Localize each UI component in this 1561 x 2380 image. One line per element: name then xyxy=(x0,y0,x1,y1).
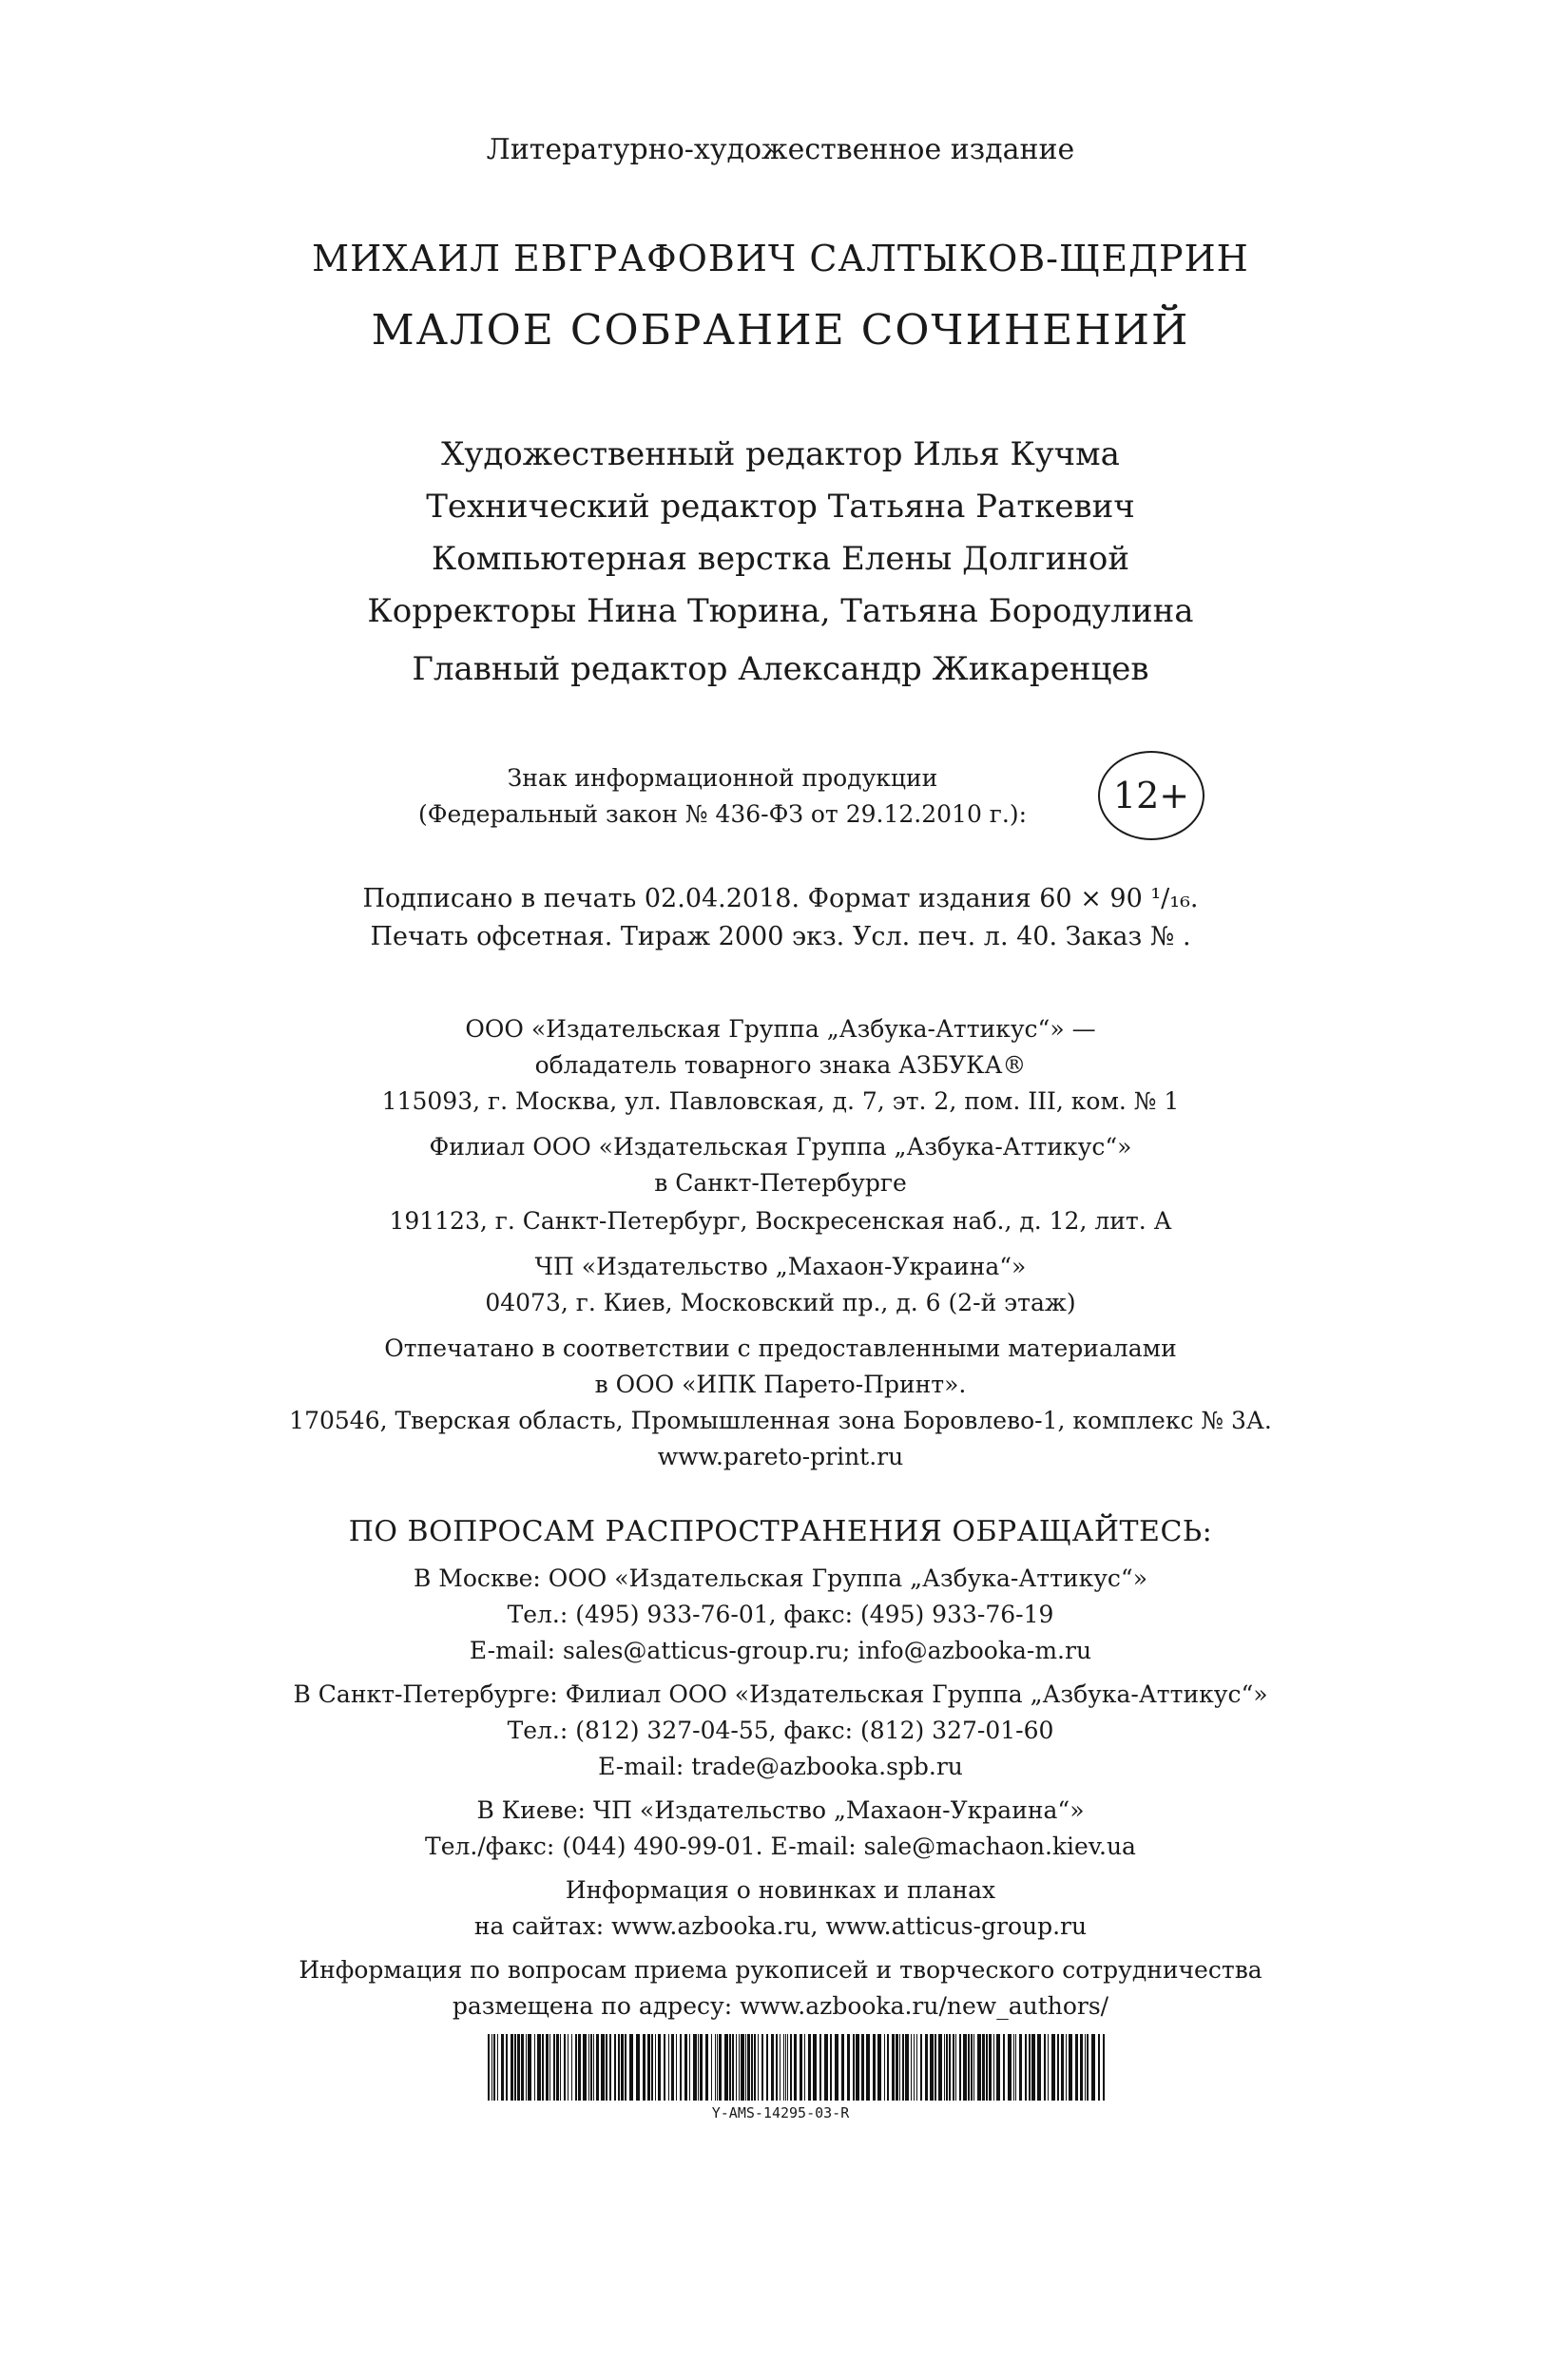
staff-chief-editor: Главный редактор Александр Жикаренцев xyxy=(412,650,1149,688)
publisher-line: www.pareto-print.ru xyxy=(657,1443,904,1470)
staff-tech-editor: Технический редактор Татьяна Раткевич xyxy=(426,488,1135,526)
distribution-line: Информация по вопросам приема рукописей и творческого сотрудничества xyxy=(299,1956,1262,1984)
info-sign-line2: (Федеральный закон № 436-ФЗ от 29.12.2010 г.): xyxy=(417,800,1028,828)
distribution-line: Тел./факс: (044) 490-99-01. E-mail: sale@machaon.kiev.ua xyxy=(425,1833,1136,1860)
barcode-text: Y-AMS-14295-03-R xyxy=(711,2104,850,2121)
genre-label: Литературно-художественное издание xyxy=(486,133,1075,166)
age-rating-value: 12+ xyxy=(1112,775,1190,816)
distribution-line: размещена по адресу: www.azbooka.ru/new_authors/ xyxy=(452,1992,1109,2020)
publisher-line: 170546, Тверская область, Промышленная зона Боровлево-1, комплекс № 3А. xyxy=(289,1407,1272,1434)
publisher-line: ЧП «Издательство „Махаон-Украина“» xyxy=(534,1253,1027,1280)
age-rating-badge xyxy=(1098,751,1204,840)
staff-art-editor: Художественный редактор Илья Кучма xyxy=(441,435,1120,473)
distribution-line: на сайтах: www.azbooka.ru, www.atticus-group.ru xyxy=(473,1912,1088,1940)
barcode xyxy=(488,2034,1106,2101)
publisher-line: обладатель товарного знака АЗБУКА® xyxy=(534,1051,1027,1079)
distribution-line: В Киеве: ЧП «Издательство „Махаон-Украина“» xyxy=(476,1796,1085,1824)
publisher-line: в Санкт-Петербурге xyxy=(654,1169,907,1197)
publisher-line: в ООО «ИПК Парето-Принт». xyxy=(594,1371,967,1398)
publisher-line: 115093, г. Москва, ул. Павловская, д. 7, эт. 2, пом. III, ком. № 1 xyxy=(381,1087,1180,1115)
publisher-line: ООО «Издательская Группа „Азбука-Аттикус“» — xyxy=(465,1015,1096,1043)
distribution-line: Тел.: (495) 933-76-01, факс: (495) 933-76-19 xyxy=(507,1601,1054,1628)
distribution-line: Информация о новинках и планах xyxy=(565,1876,996,1904)
publisher-line: Филиал ООО «Издательская Группа „Азбука-Аттикус“» xyxy=(429,1133,1132,1161)
publisher-line: Отпечатано в соответствии с предоставленными материалами xyxy=(384,1334,1177,1362)
book-title: МАЛОЕ СОБРАНИЕ СОЧИНЕНИЙ xyxy=(371,306,1190,355)
distribution-line: E-mail: sales@atticus-group.ru; info@azbooka-m.ru xyxy=(469,1637,1092,1664)
publisher-line: 191123, г. Санкт-Петербург, Воскресенская наб., д. 12, лит. А xyxy=(389,1207,1172,1235)
info-sign-line1: Знак информационной продукции xyxy=(507,764,938,792)
staff-layout: Компьютерная верстка Елены Долгиной xyxy=(431,540,1130,578)
distribution-line: Тел.: (812) 327-04-55, факс: (812) 327-01-60 xyxy=(507,1717,1054,1744)
distribution-line: E-mail: trade@azbooka.spb.ru xyxy=(598,1753,963,1780)
distribution-line: В Москве: ООО «Издательская Группа „Азбука-Аттикус“» xyxy=(413,1564,1148,1592)
publisher-line: 04073, г. Киев, Московский пр., д. 6 (2-й этаж) xyxy=(485,1289,1076,1316)
print-info-line1: Подписано в печать 02.04.2018. Формат издания 60 × 90 ¹/₁₆. xyxy=(362,884,1199,913)
distribution-heading: ПО ВОПРОСАМ РАСПРОСТРАНЕНИЯ ОБРАЩАЙТЕСЬ: xyxy=(348,1515,1213,1548)
info-sign-text xyxy=(361,760,1084,833)
distribution-line: В Санкт-Петербурге: Филиал ООО «Издательская Группа „Азбука-Аттикус“» xyxy=(293,1680,1268,1708)
print-info-line2: Печать офсетная. Тираж 2000 экз. Усл. печ. л. 40. Заказ № . xyxy=(370,922,1191,951)
author-name: МИХАИЛ ЕВГРАФОВИЧ САЛТЫКОВ-ЩЕДРИН xyxy=(312,238,1249,279)
staff-proofreaders: Корректоры Нина Тюрина, Татьяна Бородулина xyxy=(367,592,1194,630)
